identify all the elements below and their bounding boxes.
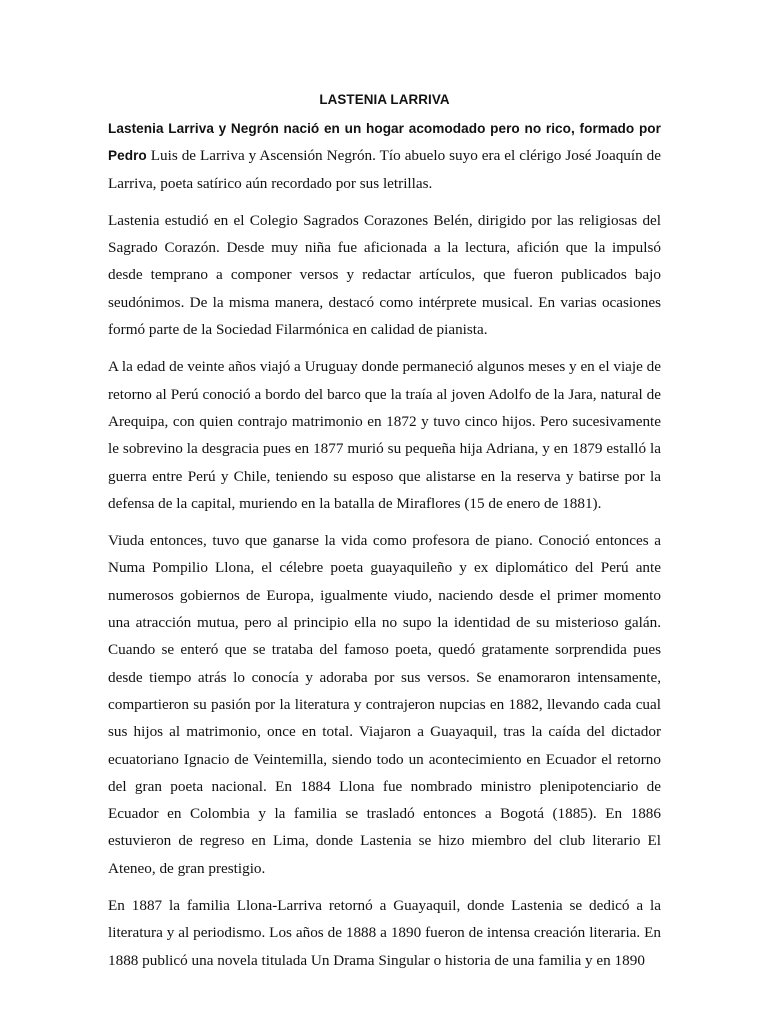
paragraph-marriage: A la edad de veinte años viajó a Uruguay donde permaneció algunos meses y en el viaje de retorno al Perú conoció a bordo del barco que la traía al joven Adolfo de la Jara, natural de Arequipa, con quien contrajo matrimonio en 1872 y tuvo cinco hijos. Pero sucesivamente le sobrevino la desgracia pues en 1877 murió su pequeña hija Adriana, y en 1879 estalló la guerra entre Perú y Chile, teniendo su esposo que alistarse en la reserva y batirse por la defensa de la capital, muriendo en la batalla de Miraflores (15 de enero de 1881). xyxy=(108,358,661,512)
paragraph-intro xyxy=(108,115,661,197)
intro-lead: Lastenia Larriva y Negrón nació en un hogar acomodado pero no rico, formado por Pedro xyxy=(108,121,661,164)
paragraph-widowhood: Viuda entonces, tuvo que ganarse la vida como profesora de piano. Conoció entonces a Numa Pompilio Llona, el célebre poeta guayaquileño y ex diplomático del Perú ante numerosos gobiernos de Europa, igualmente viudo, naciendo desde el primer momento una atracción mutua, pero al principio ella no supo la identidad de su misterioso galán. Cuando se enteró que se trataba del famoso poeta, quedó gratamente sorprendida pues desde tiempo atrás lo conocía y adoraba por sus versos. Se enamoraron intensamente, compartieron su pasión por la literatura y contrajeron nupcias en 1882, llevando cada cual sus hijos al matrimonio, once en total. Viajaron a Guayaquil, tras la caída del dictador ecuatoriano Ignacio de Veintemilla, siendo todo un acontecimiento en Ecuador el retorno del gran poeta nacional. En 1884 Llona fue nombrado ministro plenipotenciario de Ecuador en Colombia y la familia se trasladó entonces a Bogotá (1885). En 1886 estuvieron de regreso en Lima, donde Lastenia se hizo miembro del club literario El Ateneo, de gran prestigio. xyxy=(108,532,661,877)
intro-rest: Luis de Larriva y Ascensión Negrón. Tío abuelo suyo era el clérigo José Joaquín de Larriva, poeta satírico aún recordado por sus letrillas. xyxy=(108,147,661,192)
document-body xyxy=(108,86,661,984)
paragraph-education: Lastenia estudió en el Colegio Sagrados Corazones Belén, dirigido por las religiosas del Sagrado Corazón. Desde muy niña fue aficionada a la lectura, afición que la impulsó desde temprano a componer versos y redactar artículos, que fueron publicados bajo seudónimos. De la misma manera, destacó como intérprete musical. En varias ocasiones formó parte de la Sociedad Filarmónica en calidad de pianista. xyxy=(108,211,661,339)
page-title: LASTENIA LARRIVA xyxy=(319,92,450,107)
paragraph-guayaquil: En 1887 la familia Llona-Larriva retornó a Guayaquil, donde Lastenia se dedicó a la literatura y al periodismo. Los años de 1888 a 1890 fueron de intensa creación literaria. En 1888 publicó una novela titulada Un Drama Singular o historia de una familia y en 1890 xyxy=(108,897,661,969)
